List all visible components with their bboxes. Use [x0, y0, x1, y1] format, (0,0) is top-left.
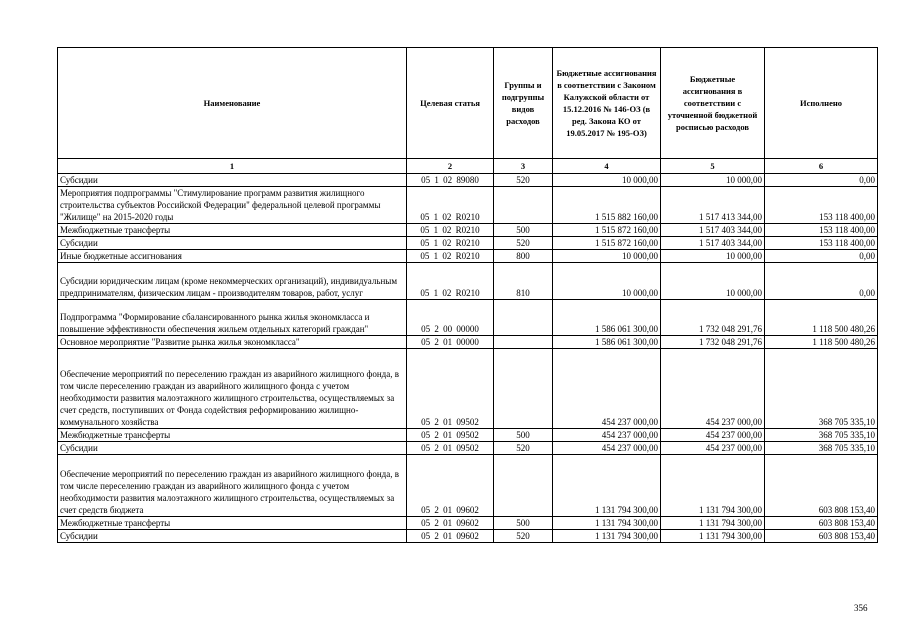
- row-refined-amount: 1 131 794 300,00: [661, 455, 765, 517]
- row-expense-group: 500: [494, 224, 553, 237]
- table-row: [58, 263, 878, 300]
- row-target-article: 05 1 02 R0210: [407, 263, 494, 300]
- column-number: 1: [58, 159, 407, 174]
- row-law-amount: 10 000,00: [553, 263, 661, 300]
- row-name: Обеспечение мероприятий по переселению граждан из аварийного жилищного фонда, в том числе переселению граждан из аварийного жилищного фонда с учетом необходимости развития малоэтажного жилищного строительства, осуществляемых за счет средств бюджета: [58, 455, 407, 517]
- row-law-amount: 454 237 000,00: [553, 349, 661, 429]
- row-name: Субсидии юридическим лицам (кроме некоммерческих организаций), индивидуальным предпринимателям, физическим лицам - производителям товаров, работ, услуг: [58, 263, 407, 300]
- row-name: Субсидии: [58, 174, 407, 187]
- row-refined-amount: 10 000,00: [661, 174, 765, 187]
- table-row: [58, 349, 878, 429]
- row-law-amount: 10 000,00: [553, 174, 661, 187]
- row-target-article: 05 1 02 R0210: [407, 250, 494, 263]
- row-target-article: 05 2 01 00000: [407, 336, 494, 349]
- table-row: [58, 455, 878, 517]
- table-row: [58, 174, 878, 187]
- row-law-amount: 1 515 882 160,00: [553, 187, 661, 224]
- row-expense-group: 520: [494, 174, 553, 187]
- table-row: [58, 187, 878, 224]
- row-executed-amount: 603 808 153,40: [765, 517, 878, 530]
- column-number-row: [58, 159, 878, 174]
- row-target-article: 05 1 02 R0210: [407, 187, 494, 224]
- row-executed-amount: 153 118 400,00: [765, 237, 878, 250]
- row-target-article: 05 2 01 09502: [407, 349, 494, 429]
- row-name: Межбюджетные трансферты: [58, 429, 407, 442]
- row-law-amount: 1 131 794 300,00: [553, 517, 661, 530]
- row-target-article: 05 1 02 89080: [407, 174, 494, 187]
- row-refined-amount: 1 732 048 291,76: [661, 336, 765, 349]
- row-expense-group: 800: [494, 250, 553, 263]
- row-law-amount: 454 237 000,00: [553, 429, 661, 442]
- row-refined-amount: 10 000,00: [661, 263, 765, 300]
- row-executed-amount: 153 118 400,00: [765, 187, 878, 224]
- page-number: 356: [854, 603, 868, 613]
- table-row: [58, 250, 878, 263]
- row-name: Мероприятия подпрограммы "Стимулирование программ развития жилищного строительства субъектов Российской Федерации" федеральной целевой программы "Жилище" на 2015-2020 годы: [58, 187, 407, 224]
- row-law-amount: 1 515 872 160,00: [553, 237, 661, 250]
- row-refined-amount: 1 732 048 291,76: [661, 300, 765, 336]
- column-number: 4: [553, 159, 661, 174]
- row-executed-amount: 0,00: [765, 174, 878, 187]
- row-executed-amount: 603 808 153,40: [765, 530, 878, 543]
- row-expense-group: [494, 455, 553, 517]
- table-row: [58, 530, 878, 543]
- row-refined-amount: 454 237 000,00: [661, 349, 765, 429]
- header-executed: Исполнено: [765, 48, 878, 159]
- row-expense-group: [494, 349, 553, 429]
- row-law-amount: 454 237 000,00: [553, 442, 661, 455]
- header-row: [58, 48, 878, 159]
- row-law-amount: 1 515 872 160,00: [553, 224, 661, 237]
- row-refined-amount: 1 517 403 344,00: [661, 224, 765, 237]
- row-law-amount: 1 131 794 300,00: [553, 455, 661, 517]
- header-law-allocations: Бюджетные ассигнования в соответствии с Законом Калужской области от 15.12.2016 № 146-ОЗ (в ред. Закона КО от 19.05.2017 № 195-ОЗ): [553, 48, 661, 159]
- row-executed-amount: 0,00: [765, 263, 878, 300]
- table-row: [58, 429, 878, 442]
- table-row: [58, 237, 878, 250]
- row-target-article: 05 2 01 09502: [407, 442, 494, 455]
- column-number: 6: [765, 159, 878, 174]
- row-target-article: 05 2 01 09602: [407, 530, 494, 543]
- row-expense-group: 520: [494, 442, 553, 455]
- row-executed-amount: 368 705 335,10: [765, 349, 878, 429]
- column-number: 2: [407, 159, 494, 174]
- row-name: Обеспечение мероприятий по переселению граждан из аварийного жилищного фонда, в том числе переселению граждан из аварийного жилищного фонда с учетом необходимости развития малоэтажного жилищного строительства, осуществляемых за счет средств, поступивших от Фонда содействия реформированию жилищно-коммунального хозяйства: [58, 349, 407, 429]
- row-refined-amount: 454 237 000,00: [661, 429, 765, 442]
- row-executed-amount: 153 118 400,00: [765, 224, 878, 237]
- row-expense-group: [494, 336, 553, 349]
- row-target-article: 05 2 01 09602: [407, 455, 494, 517]
- row-name: Субсидии: [58, 530, 407, 543]
- row-name: Иные бюджетные ассигнования: [58, 250, 407, 263]
- table-row: [58, 300, 878, 336]
- row-refined-amount: 10 000,00: [661, 250, 765, 263]
- row-expense-group: 500: [494, 429, 553, 442]
- row-target-article: 05 2 01 09502: [407, 429, 494, 442]
- row-target-article: 05 2 01 09602: [407, 517, 494, 530]
- column-number: 5: [661, 159, 765, 174]
- table-row: [58, 442, 878, 455]
- row-refined-amount: 1 517 413 344,00: [661, 187, 765, 224]
- header-refined-allocations: Бюджетные ассигнования в соответствии с уточненной бюджетной росписью расходов: [661, 48, 765, 159]
- row-expense-group: [494, 187, 553, 224]
- row-expense-group: 520: [494, 237, 553, 250]
- row-name: Основное мероприятие "Развитие рынка жилья экономкласса": [58, 336, 407, 349]
- row-refined-amount: 454 237 000,00: [661, 442, 765, 455]
- row-name: Подпрограмма "Формирование сбалансированного рынка жилья экономкласса и повышение эффективности обеспечения жильем отдельных категорий граждан": [58, 300, 407, 336]
- row-law-amount: 1 586 061 300,00: [553, 336, 661, 349]
- header-target-article: Целевая статья: [407, 48, 494, 159]
- row-name: Субсидии: [58, 442, 407, 455]
- row-expense-group: 810: [494, 263, 553, 300]
- table-row: [58, 517, 878, 530]
- row-executed-amount: 1 118 500 480,26: [765, 336, 878, 349]
- row-executed-amount: 368 705 335,10: [765, 429, 878, 442]
- row-name: Субсидии: [58, 237, 407, 250]
- row-target-article: 05 2 00 00000: [407, 300, 494, 336]
- budget-table: [57, 47, 878, 543]
- row-executed-amount: 0,00: [765, 250, 878, 263]
- row-law-amount: 10 000,00: [553, 250, 661, 263]
- row-executed-amount: 368 705 335,10: [765, 442, 878, 455]
- row-expense-group: [494, 300, 553, 336]
- row-refined-amount: 1 131 794 300,00: [661, 530, 765, 543]
- header-expense-groups: Группы и подгруппы видов расходов: [494, 48, 553, 159]
- row-target-article: 05 1 02 R0210: [407, 237, 494, 250]
- table-row: [58, 224, 878, 237]
- header-name: Наименование: [58, 48, 407, 159]
- row-refined-amount: 1 517 403 344,00: [661, 237, 765, 250]
- table-body: [58, 174, 878, 543]
- row-expense-group: 500: [494, 517, 553, 530]
- row-name: Межбюджетные трансферты: [58, 517, 407, 530]
- row-name: Межбюджетные трансферты: [58, 224, 407, 237]
- row-law-amount: 1 586 061 300,00: [553, 300, 661, 336]
- row-executed-amount: 603 808 153,40: [765, 455, 878, 517]
- table-row: [58, 336, 878, 349]
- row-target-article: 05 1 02 R0210: [407, 224, 494, 237]
- row-refined-amount: 1 131 794 300,00: [661, 517, 765, 530]
- column-number: 3: [494, 159, 553, 174]
- row-expense-group: 520: [494, 530, 553, 543]
- row-law-amount: 1 131 794 300,00: [553, 530, 661, 543]
- row-executed-amount: 1 118 500 480,26: [765, 300, 878, 336]
